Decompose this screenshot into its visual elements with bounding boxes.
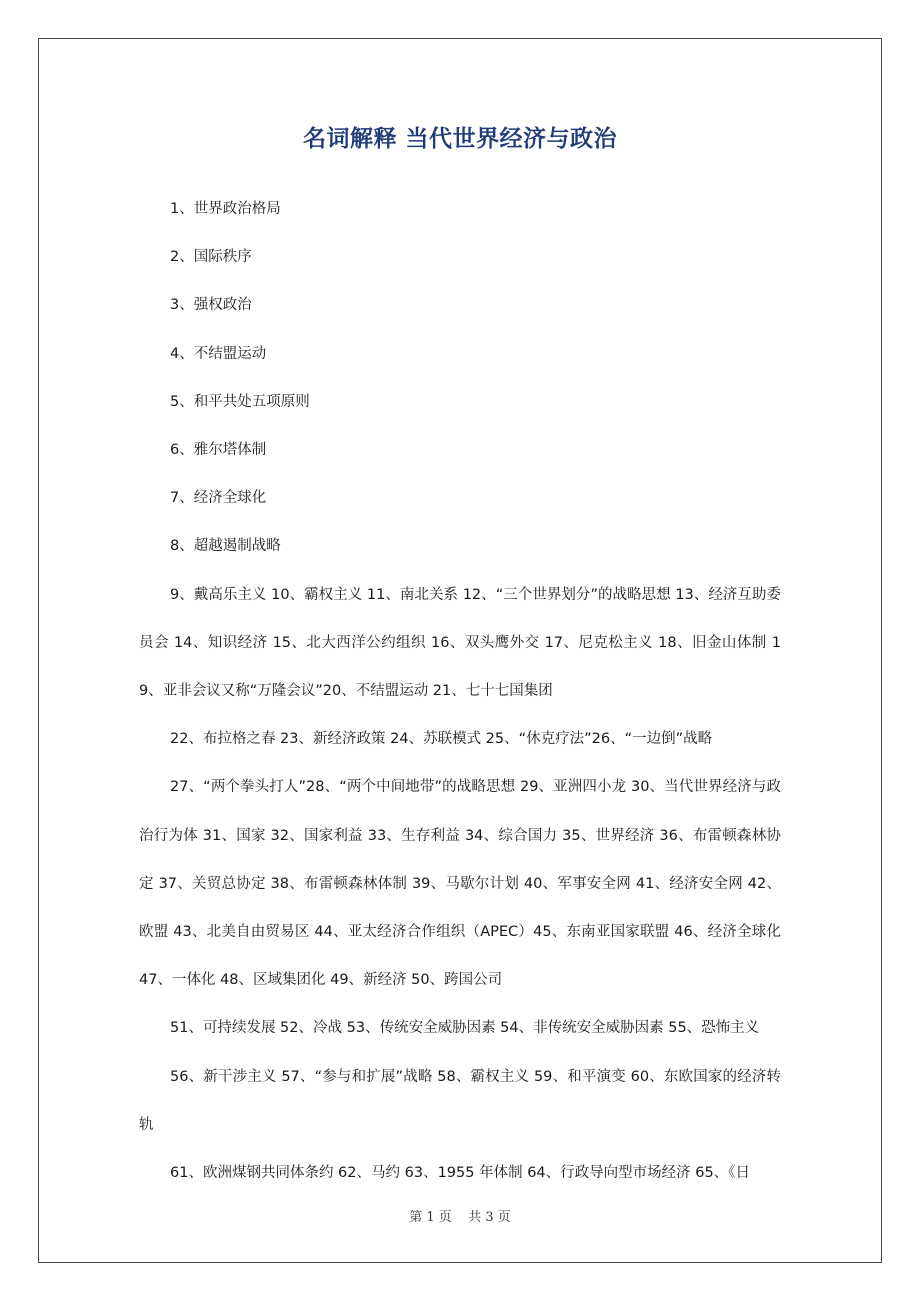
paragraph: 56、新干涉主义 57、“参与和扩展”战略 58、霸权主义 59、和平演变 60、东欧国家的经济转轨	[139, 1068, 781, 1133]
paragraph: 6、雅尔塔体制	[170, 442, 267, 459]
paragraph: 2、国际秩序	[170, 249, 252, 266]
paragraph: 1、世界政治格局	[170, 201, 281, 217]
document-body	[139, 185, 781, 1197]
page-footer	[0, 1206, 920, 1225]
page-number: 第 1 页 共 3 页	[409, 1210, 511, 1225]
paragraph: 61、欧洲煤钢共同体条约 62、马约 63、1955 年体制 64、行政导向型市场经济 65、《日	[170, 1165, 750, 1182]
paragraph: 4、不结盟运动	[170, 345, 267, 362]
paragraph: 22、布拉格之春 23、新经济政策 24、苏联模式 25、“休克疗法”26、“一边倒”战略	[170, 731, 713, 748]
paragraph: 51、可持续发展 52、冷战 53、传统安全威胁因素 54、非传统安全威胁因素 55、恐怖主义	[170, 1020, 760, 1037]
paragraph: 7、经济全球化	[170, 490, 267, 507]
paragraph: 5、和平共处五项原则	[170, 393, 310, 410]
document-title: 名词解释 当代世界经济与政治	[302, 126, 617, 152]
paragraph: 27、“两个拳头打人”28、“两个中间地带”的战略思想 29、亚洲四小龙 30、当代世界经济与政治行为体 31、国家 32、国家利益 33、生存利益 34、综合国力 35、世界经济 36、布雷顿森林协定 37、关贸总协定 38、布雷顿森林体制 39、马歇尔计划 40、军事安全网 41、经济安全网 42、欧盟 43、北美自由贸易区 44、亚太经济合作组织（APEC）45、东南亚国家联盟 46、经济全球化 47、一体化 48、区域集团化 49、新经济 50、跨国公司	[139, 779, 781, 989]
paragraph: 9、戴高乐主义 10、霸权主义 11、南北关系 12、“三个世界划分”的战略思想 13、经济互助委员会 14、知识经济 15、北大西洋公约组织 16、双头鹰外交 17、尼克松主义 18、旧金山体制 19、亚非会议又称“万隆会议”20、不结盟运动 21、七十七国集团	[139, 586, 781, 700]
paragraph: 8、超越遏制战略	[170, 538, 281, 555]
paragraph: 3、强权政治	[170, 297, 252, 314]
